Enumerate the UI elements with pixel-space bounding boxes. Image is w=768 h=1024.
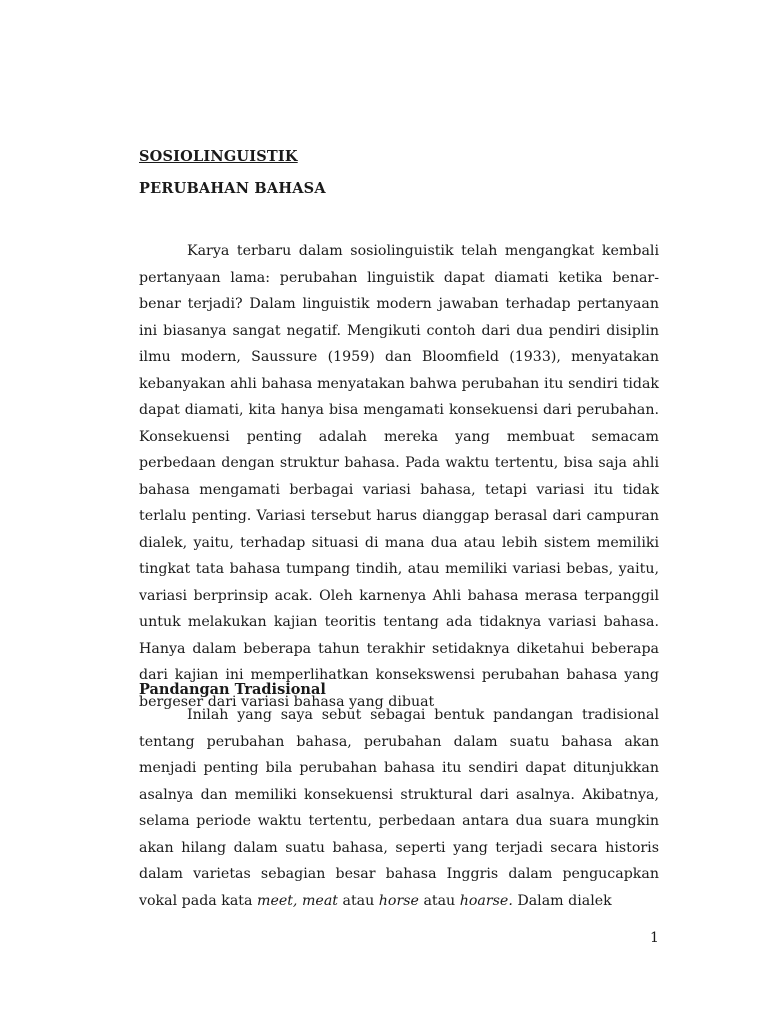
paragraph-text: Inilah yang saya sebut sebagai bentuk pandangan tradisional tentang perubahan bahasa, perubahan dalam suatu bahasa akan menjadi penting bila perubahan bahasa itu sendiri dapat ditunjukkan asalnya dan memiliki konsekuensi struktural dari asalnya. Akibatnya, selama periode waktu tertentu, perbedaan antara dua suara mungkin akan hilang dalam suatu bahasa, seperti yang terjadi secara historis dalam varietas sebagian besar bahasa Inggris dalam pengucapkan vokal pada kata (139, 707, 659, 909)
paragraph-tail: Dalam dialek (517, 892, 612, 909)
example-word-meat: meat (301, 892, 338, 909)
connector-word: atau (423, 892, 456, 909)
paragraph-introduction: Karya terbaru dalam sosiolinguistik telah mengangkat kembali pertanyaan lama: perubahan linguistik dapat diamati ketika benar-benar terjadi? Dalam linguistik modern jawaban terhadap pertanyaan ini biasanya sangat negatif. Mengikuti contoh dari dua pendiri disiplin ilmu modern, Saussure (1959) dan Bloomfield (1933), menyatakan kebanyakan ahli bahasa menyatakan bahwa perubahan itu sendiri tidak dapat diamati, kita hanya bisa mengamati konsekuensi dari perubahan. Konsekuensi penting adalah mereka yang membuat semacam perbedaan dengan struktur bahasa. Pada waktu tertentu, bisa saja ahli bahasa mengamati berbagai variasi bahasa, tetapi variasi itu tidak terlalu penting. Variasi tersebut harus dianggap berasal dari campuran dialek, yaitu, terhadap situasi di mana dua atau lebih sistem memiliki tingkat tata bahasa tumpang tindih, atau memiliki variasi bebas, yaitu, variasi berprinsip acak. Oleh karnenya Ahli bahasa merasa terpanggil untuk melakukan kajian teoritis tentang ada tidaknya variasi bahasa. Hanya dalam beberapa tahun terakhir setidaknya diketahui beberapa dari kajian ini memperlihatkan konsekswensi perubahan bahasa yang bergeser dari variasi bahasa yang dibuat (139, 243, 659, 710)
section-heading: Pandangan Tradisional (139, 681, 326, 698)
page-number: 1 (650, 930, 659, 946)
paragraph-traditional-view (139, 702, 659, 914)
document-title: SOSIOLINGUISTIK (139, 148, 298, 165)
example-word-meet: meet, (256, 892, 298, 909)
example-word-horse: horse (378, 892, 419, 909)
example-word-hoarse: hoarse. (459, 892, 513, 909)
document-subtitle: PERUBAHAN BAHASA (139, 180, 326, 197)
connector-word: atau (342, 892, 375, 909)
